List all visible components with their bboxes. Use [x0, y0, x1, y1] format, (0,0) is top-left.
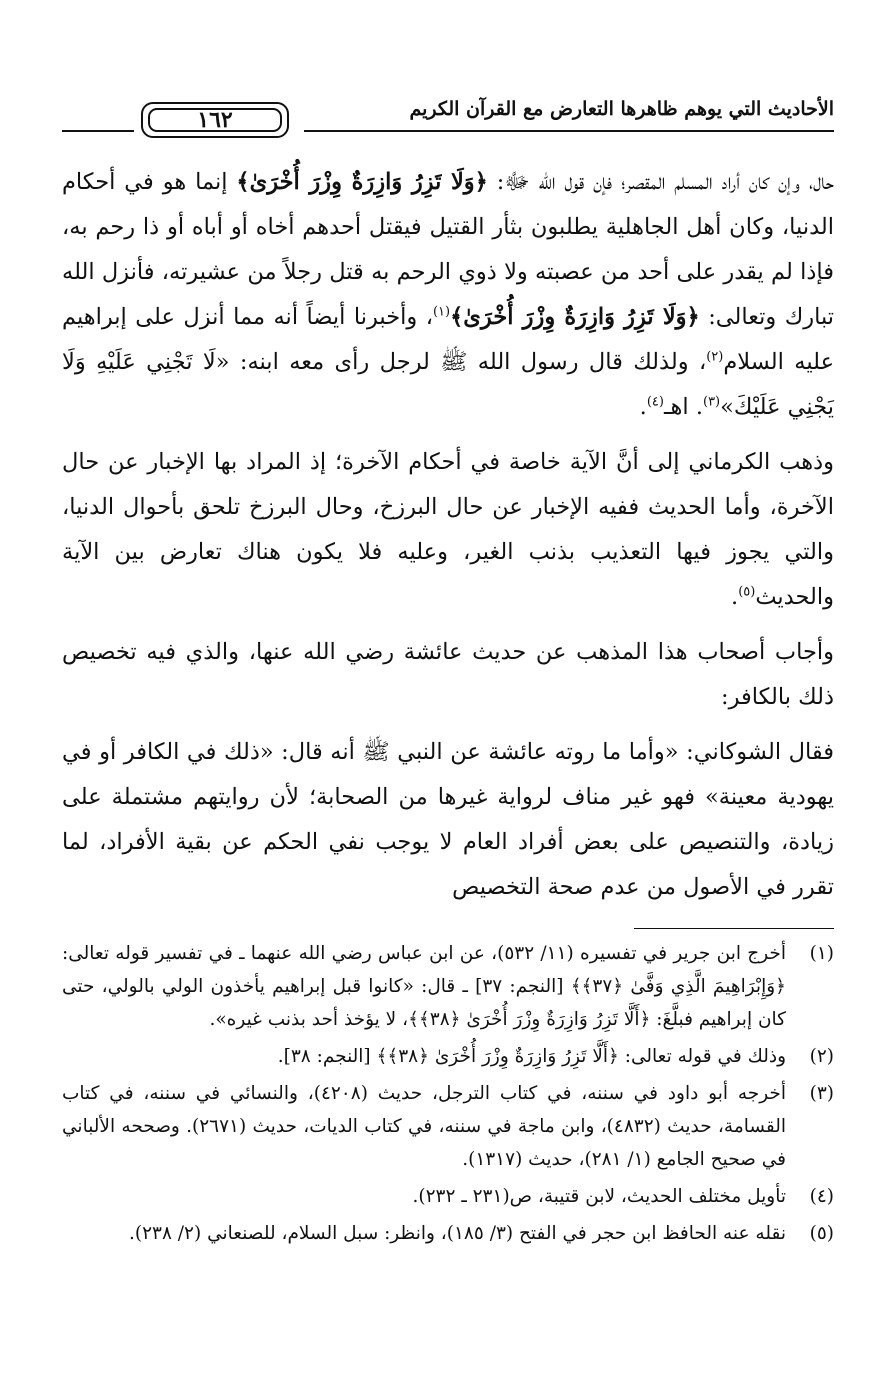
footnote-3	[62, 1077, 834, 1176]
footnote-number: (٣)	[809, 1083, 834, 1104]
page-number-frame	[141, 102, 289, 138]
footnote-text: أخرجه أبو داود في سننه، في كتاب الترجل، حديث (٤٢٠٨)، والنسائي في سننه، في كتاب القسامة، حديث (٤٨٣٢)، وابن ماجة في سننه، في كتاب الديات، حديث (٢٦٧١). وصححه الألباني في صحيح الجامع (١/ ٢٨١)، حديث (١٣١٧).	[62, 1083, 786, 1170]
footnote-1	[62, 937, 834, 1036]
footnote-4	[62, 1180, 834, 1213]
paragraph-1-period: .	[639, 394, 647, 420]
footnote-text: أخرج ابن جرير في تفسيره (١١/ ٥٣٢)، عن ابن عباس رضي الله عنهما ـ في تفسير قوله تعالى: ﴿وَإِبْرَاهِيمَ الَّذِي وَفَّىٰ ﴿٣٧﴾﴾ [النجم: ٣٧] ـ قال: «كانوا قبل إبراهيم يأخذون الولي بالولي، حتى كان إبراهيم فبلَّغَ: ﴿أَلَّا تَزِرُ وَازِرَةٌ وِزْرَ أُخْرَىٰ ﴿٣٨﴾﴾، لا يؤخذ أحد بذنب غيره».	[62, 943, 786, 1030]
paragraph-1-continued: ، وأخبرنا أيضاً أنه مما أنزل على إبراهيم عليه السلام	[62, 304, 835, 375]
paragraph-2-period: .	[731, 584, 739, 610]
paragraph-2	[62, 440, 834, 620]
paragraph-4-text: فقال الشوكاني: «وأما ما روته عائشة عن النبي ﷺ أنه قال: «ذلك في الكافر أو في يهودية معينة» فهو غير مناف لرواية غيرها من الصحابة؛ لأن روايتهم مشتملة على زيادة، والتنصيص على بعض أفراد العام لا يوجب نفي الحكم عن بقية الأفراد، لما تقرر في الأصول من عدم صحة التخصيص	[62, 739, 834, 900]
quran-verse-1: ﴿وَلَا تَزِرُ وَازِرَةٌ وِزْرَ أُخْرَىٰ﴾	[236, 169, 488, 195]
footnote-number: (٥)	[809, 1223, 834, 1244]
paragraph-1-hadith: ، ولذلك قال رسول الله ﷺ لرجل رأى معه ابنه: «لَا تَجْنِي عَلَيْهِ وَلَا يَجْنِي عَلَيْكَ»	[62, 349, 834, 420]
footnote-5	[62, 1217, 834, 1250]
footnote-2	[62, 1040, 834, 1073]
footnote-ref-1[interactable]: (١)	[432, 304, 451, 320]
header-title: الأحاديث التي يوهم ظاهرها التعارض مع القرآن الكريم	[409, 98, 834, 120]
footnote-ref-3[interactable]: (٣)	[702, 394, 721, 410]
footnotes-section	[62, 928, 834, 1254]
footnote-text: تأويل مختلف الحديث، لابن قتيبة، ص(٢٣١ ـ ٢٣٢).	[412, 1186, 786, 1207]
footnote-ref-2[interactable]: (٢)	[706, 349, 724, 365]
footnote-ref-4[interactable]: (٤)	[646, 394, 664, 410]
footnote-number: (٤)	[809, 1186, 834, 1207]
footnote-separator	[634, 928, 834, 929]
paragraph-3-text: وأجاب أصحاب هذا المذهب عن حديث عائشة رضي الله عنها، والذي فيه تخصيص ذلك بالكافر:	[62, 639, 834, 710]
paragraph-1	[62, 160, 834, 430]
footnote-number: (٢)	[809, 1046, 834, 1067]
header-rule-left	[62, 130, 134, 132]
main-text	[62, 160, 834, 910]
footnote-text: وذلك في قوله تعالى: ﴿أَلَّا تَزِرُ وَازِرَةٌ وِزْرَ أُخْرَىٰ ﴿٣٨﴾﴾ [النجم: ٣٨].	[277, 1046, 786, 1067]
footnote-text: نقله عنه الحافظ ابن حجر في الفتح (٣/ ١٨٥)، وانظر: سبل السلام، للصنعاني (٢/ ٢٣٨).	[129, 1223, 786, 1244]
paragraph-3	[62, 630, 834, 720]
page-number: ١٦٢	[148, 108, 282, 132]
running-header	[62, 88, 834, 142]
paragraph-1-intro: حال، وإن كان أراد المسلم المقصر؛ فإن قول الله ﷻ:	[487, 169, 835, 195]
paragraph-1-end: . اهـ	[663, 394, 703, 420]
quran-verse-2: ﴿وَلَا تَزِرُ وَازِرَةٌ وِزْرَ أُخْرَىٰ﴾	[450, 304, 700, 330]
paragraph-1-body: إنما هو في أحكام الدنيا، وكان أهل الجاهلية يطلبون بثأر القتيل فيقتل أحدهم أخاه أو أباه أو ذا رحم به، فإذا لم يقدر على أحد من عصبته ولا ذوي الرحم به قتل رجلاً من عشيرته، فأنزل الله تبارك وتعالى:	[62, 169, 835, 330]
header-rule	[304, 130, 834, 132]
footnote-ref-5[interactable]: (٥)	[738, 584, 756, 600]
paragraph-4	[62, 730, 834, 910]
footnote-number: (١)	[809, 943, 834, 964]
paragraph-2-text: وذهب الكرماني إلى أنَّ الآية خاصة في أحكام الآخرة؛ إذ المراد بها الإخبار عن حال الآخرة، وأما الحديث ففيه الإخبار عن حال البرزخ، وحال البرزخ تلحق بأحوال الدنيا، والتي يجوز فيها التعذيب بذنب الغير، وعليه فلا يكون هناك تعارض بين الآية والحديث	[62, 449, 834, 610]
